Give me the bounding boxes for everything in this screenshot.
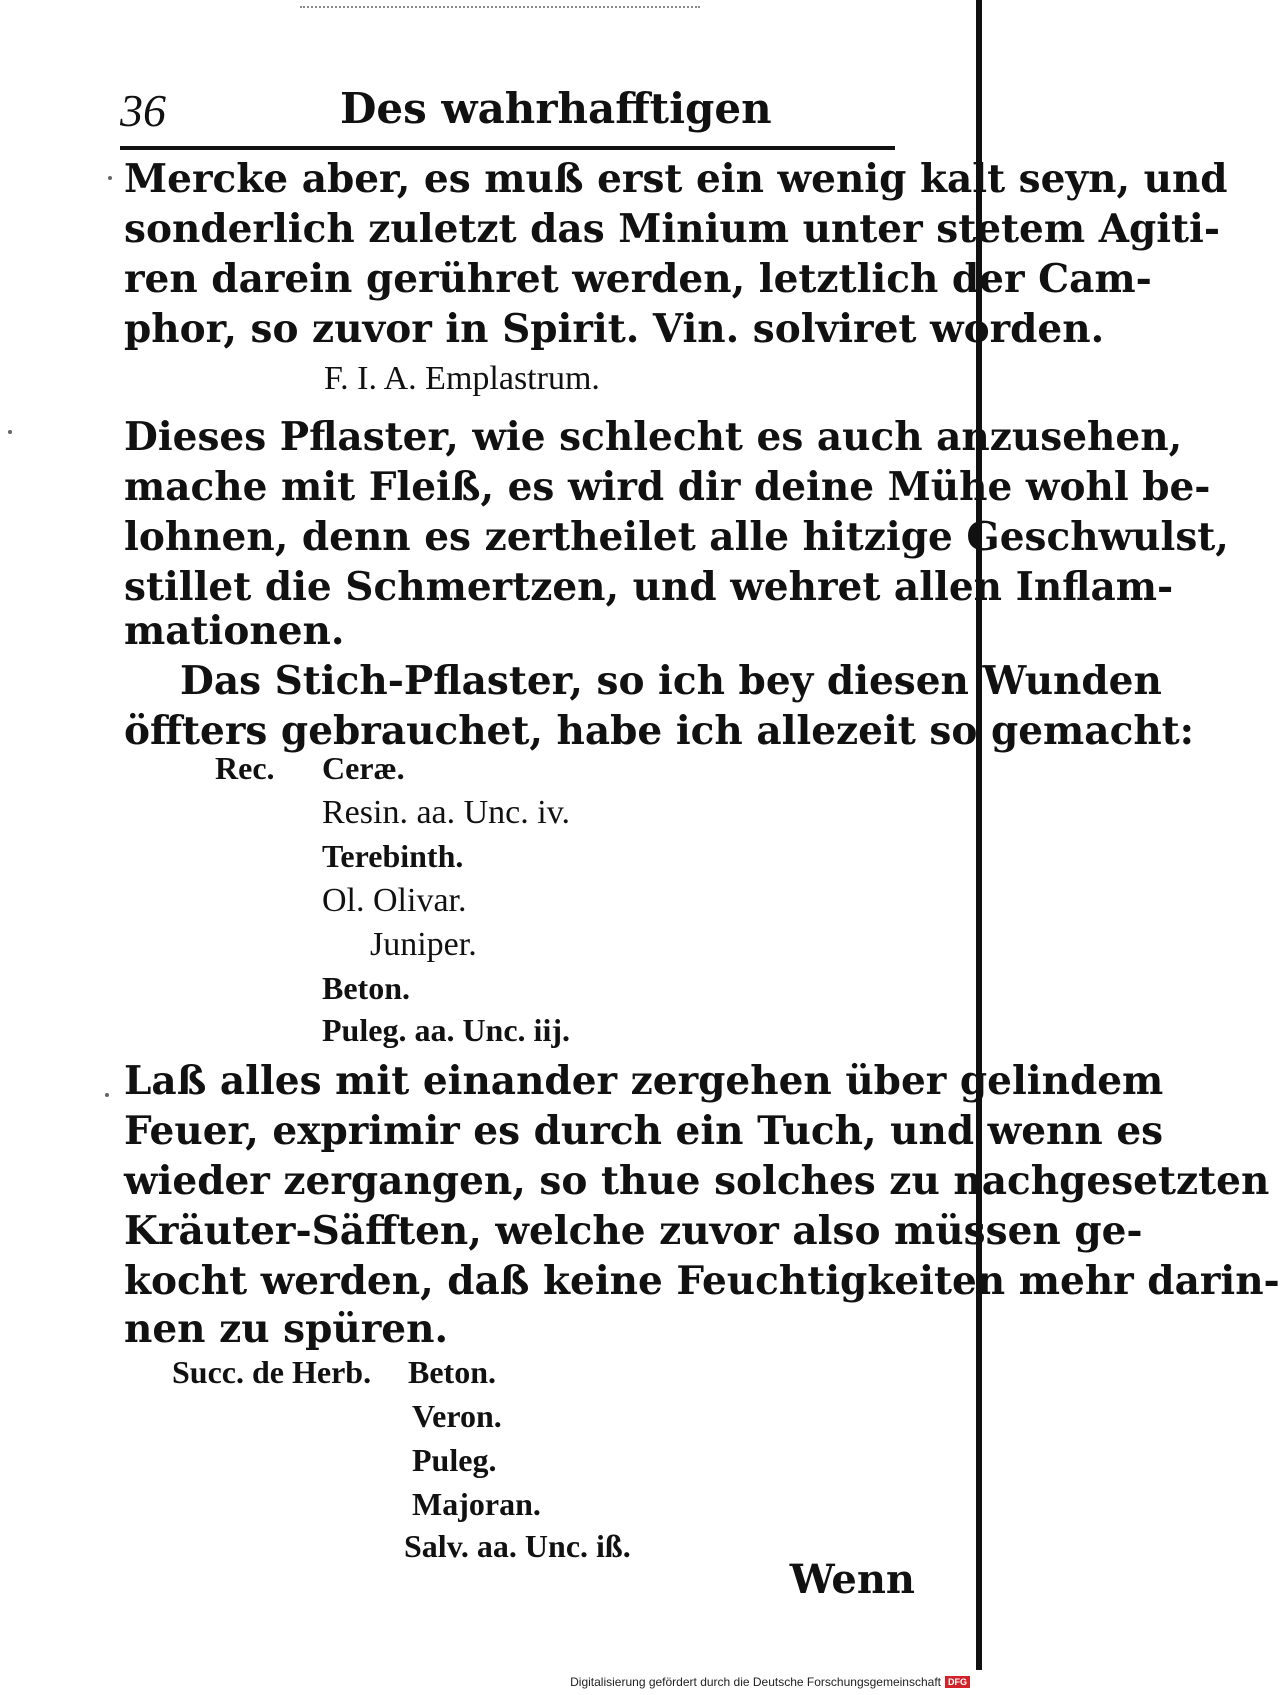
- margin-speck: [8, 430, 12, 434]
- text-line: wieder zergangen, so thue solches zu nachgesetzten: [124, 1158, 1270, 1204]
- text-line: Feuer, exprimir es durch ein Tuch, und wenn es: [124, 1108, 1164, 1154]
- recipe-item: Puleg. aa. Unc. iij.: [322, 1012, 570, 1048]
- text-line: phor, so zuvor in Spirit. Vin. solviret worden.: [124, 306, 1105, 352]
- footer-credit: Digitalisierung gefördert durch die Deutsche Forschungsgemeinschaft: [570, 1675, 941, 1689]
- text-line: Kräuter-Säfften, welche zuvor also müssen ge-: [124, 1208, 1143, 1254]
- text-line: nen zu spüren.: [124, 1306, 449, 1352]
- header-rule: [120, 146, 895, 150]
- text-line: Laß alles mit einander zergehen über gelindem: [124, 1058, 1164, 1104]
- running-head: Des wahrhafftigen: [340, 84, 772, 133]
- text-line: sonderlich zuletzt das Minium unter stetem Agiti-: [124, 206, 1221, 252]
- recipe-item: Resin. aa. Unc. iv.: [322, 794, 571, 831]
- text-line: Das Stich-Pflaster, so ich bey diesen Wunden: [180, 658, 1162, 704]
- recipe-item: Juniper.: [370, 926, 477, 963]
- formula-line: F. I. A. Emplastrum.: [324, 360, 600, 397]
- dfg-logo-icon: DFG: [945, 1676, 970, 1688]
- text-line: kocht werden, daß keine Feuchtigkeiten mehr darin-: [124, 1258, 1280, 1304]
- text-line: Mercke aber, es muß erst ein wenig kalt seyn, und: [124, 156, 1228, 202]
- page-number: 36: [120, 85, 166, 136]
- text-line: lohnen, denn es zertheilet alle hitzige Geschwulst,: [124, 514, 1229, 560]
- text-line: ren darein gerühret werden, letztlich der Cam-: [124, 256, 1152, 302]
- recipe-item: Majoran.: [412, 1486, 541, 1522]
- recipe-item: Veron.: [412, 1398, 502, 1434]
- margin-speck: [108, 176, 112, 180]
- text-line: mache mit Fleiß, es wird dir deine Mühe wohl be-: [124, 464, 1211, 510]
- catchword: Wenn: [789, 1556, 915, 1603]
- recipe-item: Salv. aa. Unc. iß.: [404, 1528, 631, 1564]
- page-header: [120, 84, 920, 144]
- recipe-item: Beton.: [322, 970, 410, 1006]
- text-line: mationen.: [124, 608, 345, 654]
- digitization-footer: [570, 1675, 970, 1689]
- recipe-item: Ceræ.: [322, 750, 405, 786]
- top-edge-marks: [300, 0, 700, 8]
- recipe-item: Beton.: [408, 1354, 496, 1390]
- recipe-item: Ol. Olivar.: [322, 882, 467, 919]
- recipe-item: Puleg.: [412, 1442, 497, 1478]
- recipe-label: Succ. de Herb.: [172, 1354, 372, 1390]
- recipe-label: Rec.: [215, 750, 275, 786]
- margin-speck: [105, 1093, 109, 1097]
- text-line: öffters gebrauchet, habe ich allezeit so gemacht:: [124, 708, 1195, 754]
- text-line: stillet die Schmertzen, und wehret allen Inflam-: [124, 564, 1174, 610]
- recipe-item: Terebinth.: [322, 838, 464, 874]
- text-line: Dieses Pflaster, wie schlecht es auch anzusehen,: [124, 414, 1183, 460]
